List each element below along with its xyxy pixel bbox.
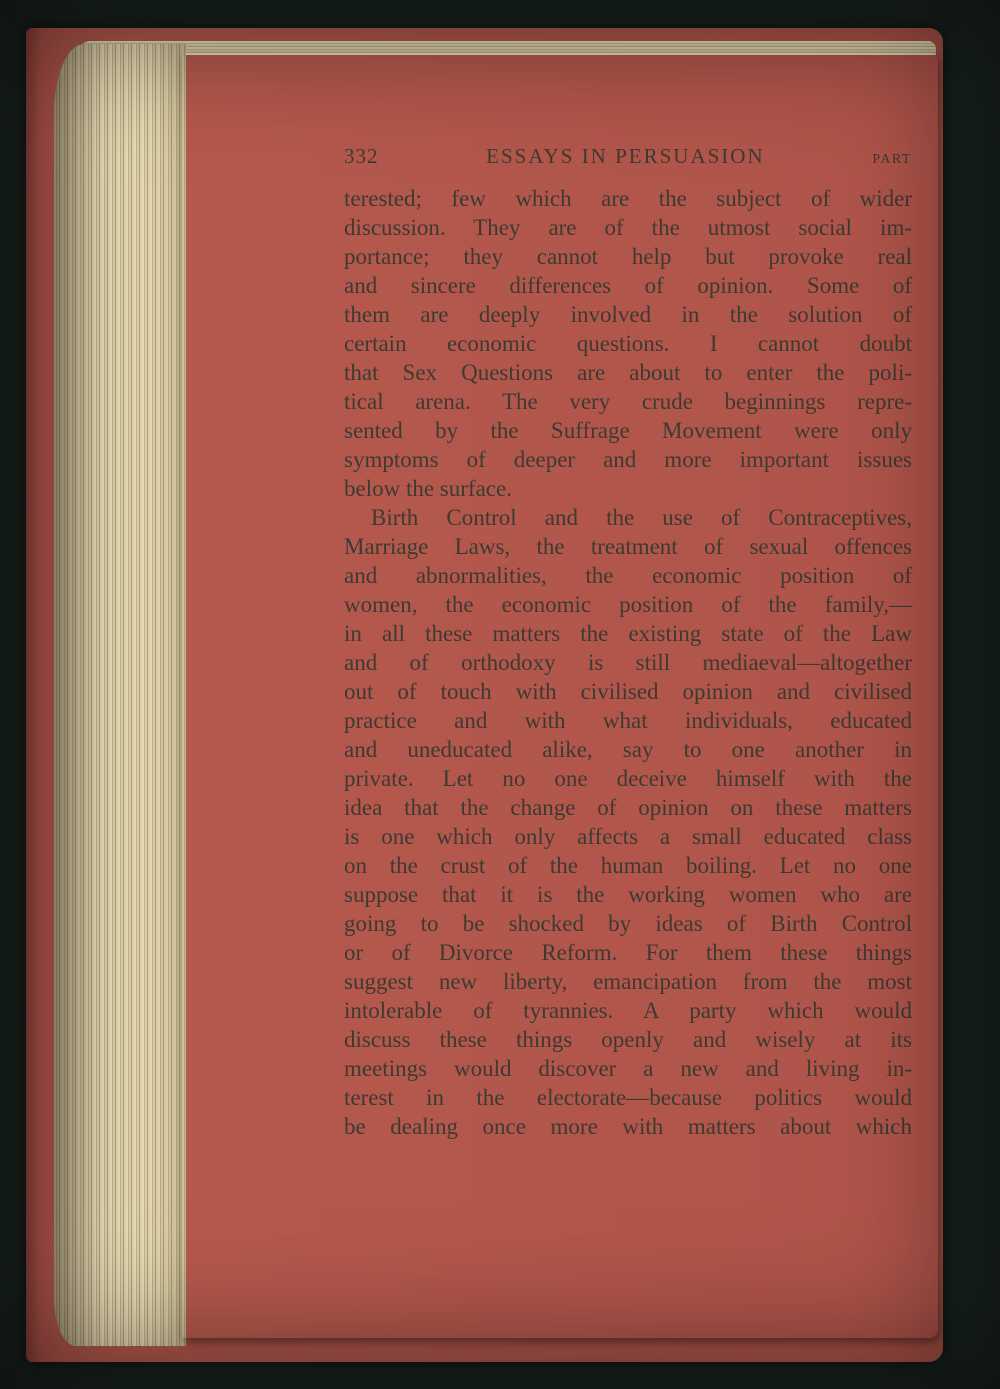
text-line: practice and with what individuals, educated [344,708,912,733]
page-edges-left [54,44,186,1346]
page-header [344,144,912,169]
text-line: that Sex Questions are about to enter the poli- [344,360,912,385]
text-line: certain economic questions. I cannot doubt [344,331,912,356]
text-line: women, the economic position of the family,— [344,592,912,617]
text-line: discussion. They are of the utmost social im- [344,215,912,240]
text-line: discuss these things openly and wisely at its [344,1027,912,1052]
text-line: suggest new liberty, emancipation from the most [344,969,912,994]
page-number: 332 [344,144,379,168]
running-title: ESSAYS IN PERSUASION [486,144,765,168]
text-line: them are deeply involved in the solution of [344,302,912,327]
text-line: terest in the electorate—because politics would [344,1085,912,1110]
text-line: below the surface. [344,476,512,501]
text-line: and abnormalities, the economic position of [344,563,912,588]
text-line: or of Divorce Reform. For them these things [344,940,912,965]
text-line: and sincere differences of opinion. Some of [344,273,912,298]
text-line: private. Let no one deceive himself with the [344,766,912,791]
text-line: meetings would discover a new and living in- [344,1056,912,1081]
text-line: portance; they cannot help but provoke real [344,244,912,269]
text-column [344,144,912,1141]
body-text [344,184,912,1141]
text-line: is one which only affects a small educated class [344,824,912,849]
text-line: Marriage Laws, the treatment of sexual offences [344,534,912,559]
book-page [182,52,938,1338]
text-line: intolerable of tyrannies. A party which would [344,998,912,1023]
text-line: in all these matters the existing state of the Law [344,621,912,646]
text-line: and uneducated alike, say to one another in [344,737,912,762]
text-line: Birth Control and the use of Contraceptives, [371,505,912,530]
text-line: out of touch with civilised opinion and civilised [344,679,912,704]
text-line: idea that the change of opinion on these matters [344,795,912,820]
text-line: symptoms of deeper and more important issues [344,447,912,472]
header-part-label: PART [872,152,912,167]
text-line: suppose that it is the working women who are [344,882,912,907]
text-line: terested; few which are the subject of wider [344,186,912,211]
text-line: sented by the Suffrage Movement were only [344,418,912,443]
text-line: and of orthodoxy is still mediaeval—altogether [344,650,912,675]
text-line: tical arena. The very crude beginnings repre- [344,389,912,414]
text-line: be dealing once more with matters about which [344,1114,912,1139]
text-line: on the crust of the human boiling. Let no one [344,853,912,878]
text-line: going to be shocked by ideas of Birth Control [344,911,912,936]
